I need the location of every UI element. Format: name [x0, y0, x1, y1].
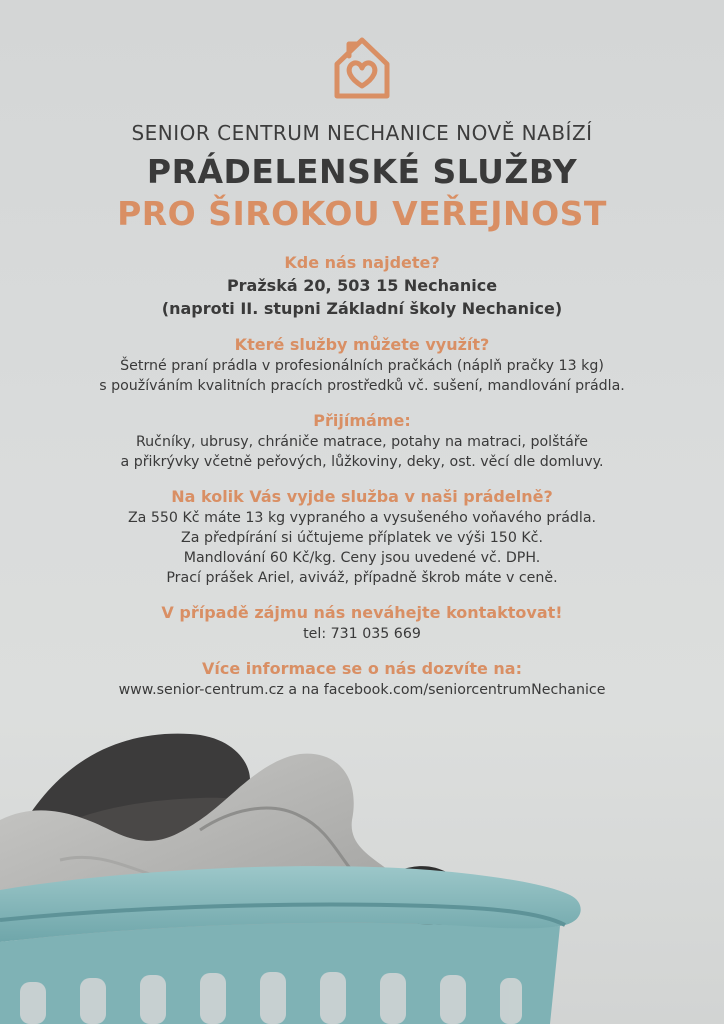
address-line: Pražská 20, 503 15 Nechanice [226, 276, 498, 295]
phone-number: tel: 731 035 669 [303, 626, 421, 642]
accept-heading: Přijímáme: [313, 411, 411, 430]
web-links: www.senior-centrum.cz a na facebook.com/seniorcentrumNechanice [118, 682, 606, 698]
accept-section [40, 410, 684, 472]
services-section [40, 334, 684, 396]
price-heading: Na kolik Vás vyjde služba v naši prádelně? [171, 487, 553, 506]
price-line-4: Prací prášek Ariel, aviváž, případně škrob máte v ceně. [166, 570, 558, 586]
title-line-2: PRO ŠIROKOU VEŘEJNOST [117, 194, 607, 233]
more-info-heading: Více informace se o nás dozvíte na: [202, 659, 522, 678]
address-note: (naproti II. stupni Základní školy Nechanice) [161, 299, 563, 318]
more-info-section [40, 658, 684, 700]
contact-section [40, 602, 684, 644]
laundry-basket-illustration [0, 720, 724, 1024]
accept-line-1: Ručníky, ubrusy, chrániče matrace, potahy na matraci, polštáře [135, 434, 589, 450]
title-line-1: PRÁDELENSKÉ SLUŽBY [146, 152, 578, 191]
services-heading: Které služby můžete využít? [234, 335, 490, 354]
contact-heading: V případě zájmu nás neváhejte kontaktovat! [161, 603, 563, 622]
services-line-2: s používáním kvalitních pracích prostředků vč. sušení, mandlování prádla. [99, 378, 625, 394]
price-section [40, 486, 684, 588]
location-heading: Kde nás najdete? [284, 253, 440, 272]
price-line-3: Mandlování 60 Kč/kg. Ceny jsou uvedené vč. DPH. [183, 550, 541, 566]
intro-text: SENIOR CENTRUM NECHANICE NOVĚ NABÍZÍ [131, 121, 593, 145]
price-line-2: Za předpírání si účtujeme příplatek ve výši 150 Kč. [181, 530, 543, 546]
accept-line-2: a přikrývky včetně peřových, lůžkoviny, deky, ost. věcí dle domluvy. [120, 454, 604, 470]
location-section [40, 252, 684, 320]
house-heart-icon [329, 34, 395, 102]
price-line-1: Za 550 Kč máte 13 kg vypraného a vysušeného voňavého prádla. [127, 510, 597, 526]
services-line-1: Šetrné praní prádla v profesionálních pračkách (náplň pračky 13 kg) [120, 358, 604, 374]
poster-content [40, 120, 684, 700]
